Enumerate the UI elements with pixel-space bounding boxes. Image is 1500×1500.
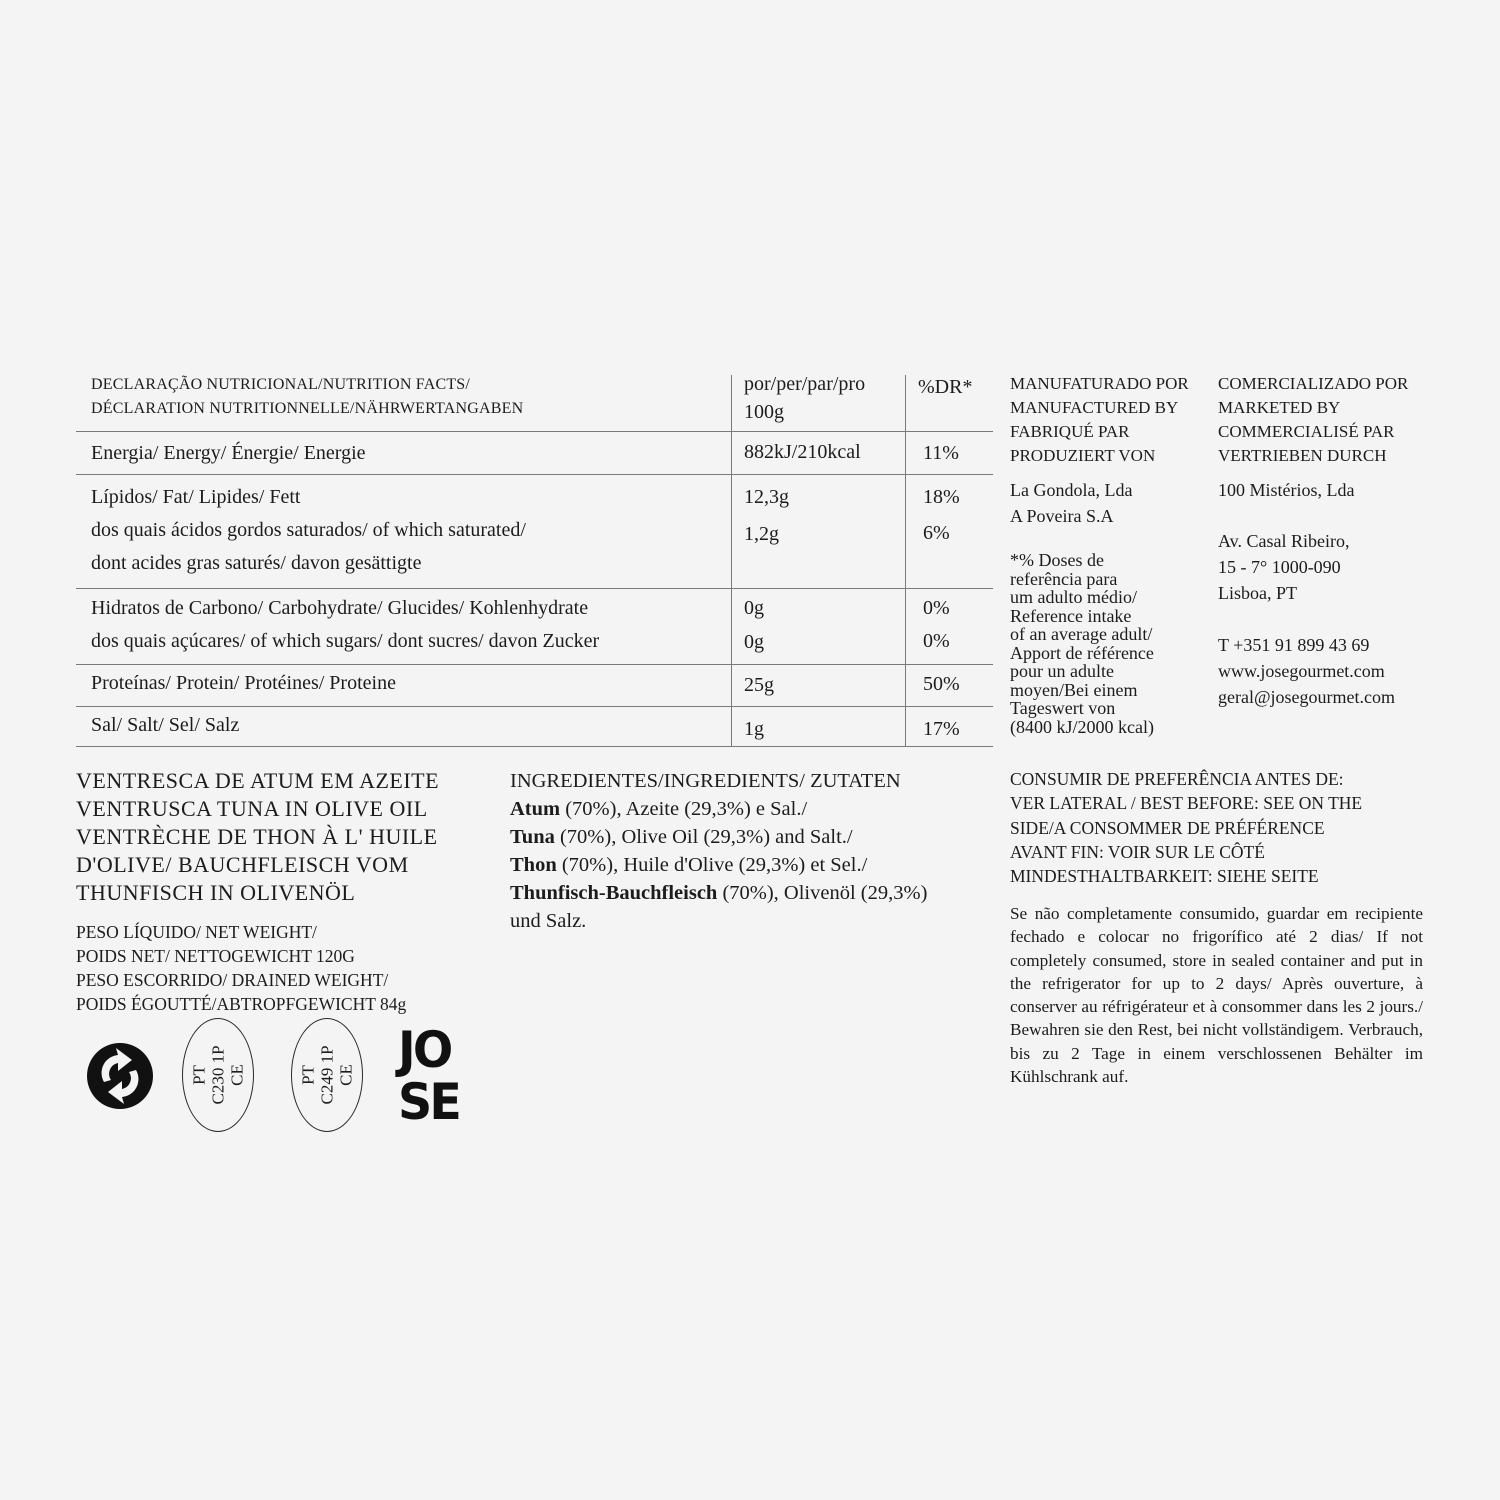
best-before-line: MINDESTHALTBARKEIT: SIEHE SEITE — [1010, 866, 1319, 887]
nutrition-title-line: DECLARAÇÃO NUTRICIONAL/NUTRITION FACTS/ — [91, 376, 471, 393]
weight-line: POIDS NET/ NETTOGEWICHT 120G — [76, 946, 355, 966]
ingredient-bold: Thon — [510, 854, 557, 876]
ec-mark-line: CE — [227, 1064, 247, 1086]
reference-line: *% Doses de — [1010, 550, 1104, 570]
row-dr-sugars: 0% — [923, 630, 950, 652]
reference-line: moyen/Bei einem — [1010, 679, 1138, 700]
per-100g-header — [744, 370, 865, 426]
row-dr-energy: 11% — [923, 442, 959, 464]
heading-line: COMERCIALIZADO POR — [1218, 374, 1409, 393]
table-column-divider — [905, 375, 906, 746]
ec-health-mark-2 — [291, 1018, 363, 1132]
heading-line: COMMERCIALISÉ PAR — [1218, 422, 1395, 441]
weight-line: PESO LÍQUIDO/ NET WEIGHT/ — [76, 922, 317, 942]
ingredients-heading: INGREDIENTES/INGREDIENTS/ ZUTATEN — [510, 770, 901, 792]
reference-line: um adulto médio/ — [1010, 587, 1137, 607]
row-label-fat: Lípidos/ Fat/ Lipides/ Fett — [91, 486, 301, 508]
row-label-energy: Energia/ Energy/ Énergie/ Energie — [91, 442, 366, 464]
row-dr-fat: 18% — [923, 486, 960, 508]
reference-intake-note — [1010, 551, 1154, 736]
row-dr-carbs: 0% — [923, 597, 950, 619]
row-value-saturated: 1,2g — [744, 523, 779, 545]
ingredients-de — [510, 879, 990, 907]
best-before-line: SIDE/A CONSOMMER DE PRÉFÉRENCE — [1010, 817, 1325, 838]
row-value-protein: 25g — [744, 674, 774, 696]
nutrition-title-line: DÉCLARATION NUTRITIONNELLE/NÄHRWERTANGABEN — [91, 400, 524, 417]
row-value-fat: 12,3g — [744, 486, 789, 508]
marketer-name: 100 Mistérios, Lda — [1218, 480, 1355, 500]
heading-line: FABRIQUÉ PAR — [1010, 422, 1130, 441]
ingredients — [510, 767, 990, 935]
ec-mark-text — [190, 1045, 247, 1104]
marketer-heading — [1218, 372, 1408, 468]
reference-line: pour un adulte — [1010, 661, 1114, 681]
reference-line: referência para — [1010, 568, 1118, 589]
row-label-carbs: Hidratos de Carbono/ Carbohydrate/ Glucides/ Kohlenhydrate — [91, 597, 589, 619]
weight-line: PESO ESCORRIDO/ DRAINED WEIGHT/ — [76, 970, 389, 990]
row-value-energy: 882kJ/210kcal — [744, 441, 861, 463]
row-dr-salt: 17% — [923, 718, 960, 740]
nutrition-title — [91, 373, 523, 421]
per-header-line: por/per/par/pro — [744, 373, 866, 395]
row-label-protein: Proteínas/ Protein/ Protéines/ Proteine — [91, 672, 396, 694]
row-value-salt: 1g — [744, 718, 764, 740]
ingredients-pt — [510, 795, 990, 823]
ec-mark-line: PT — [189, 1065, 209, 1085]
heading-line: VERTRIEBEN DURCH — [1218, 446, 1387, 465]
product-name-line: VENTRÈCHE DE THON À L' HUILE — [76, 824, 438, 849]
heading-line: MARKETED BY — [1218, 398, 1341, 417]
row-label-sugars: dos quais açúcares/ of which sugars/ dont sucres/ davon Zucker — [91, 630, 600, 652]
table-divider — [76, 664, 993, 665]
jose-logo-top: JO — [398, 1021, 451, 1079]
per-header-line: 100g — [744, 401, 784, 423]
table-divider — [76, 746, 993, 747]
heading-line: MANUFACTURED BY — [1010, 398, 1179, 417]
table-divider — [76, 706, 993, 707]
manufacturer-name: A Poveira S.A — [1010, 506, 1114, 526]
ingredient-rest: (70%), Azeite (29,3%) e Sal./ — [560, 798, 808, 820]
row-label-salt: Sal/ Salt/ Sel/ Salz — [91, 714, 240, 736]
best-before-line: VER LATERAL / BEST BEFORE: SEE ON THE — [1010, 793, 1363, 814]
email-link[interactable]: geral@josegourmet.com — [1218, 687, 1396, 707]
address-line: 15 - 7° 1000-090 — [1218, 557, 1341, 577]
best-before-line: CONSUMIR DE PREFERÊNCIA ANTES DE: — [1010, 769, 1344, 789]
table-divider — [76, 431, 993, 432]
ingredient-rest: (70%), Olivenöl (29,3%) — [717, 882, 928, 904]
reference-line: Reference intake — [1010, 605, 1132, 626]
table-column-divider — [731, 375, 732, 746]
reference-line: (8400 kJ/2000 kcal) — [1010, 716, 1154, 737]
table-divider — [76, 474, 993, 475]
ingredient-bold: Tuna — [510, 826, 555, 848]
phone-number: T +351 91 899 43 69 — [1218, 635, 1370, 655]
jose-logo-bottom: SE — [398, 1073, 459, 1131]
ingredient-bold: Thunfisch-Bauchfleisch — [510, 882, 718, 904]
dr-header: %DR* — [918, 376, 973, 398]
row-value-sugars: 0g — [744, 631, 764, 653]
product-name — [76, 767, 439, 907]
row-value-carbs: 0g — [744, 597, 764, 619]
product-name-line: VENTRUSCA TUNA IN OLIVE OIL — [76, 796, 428, 821]
manufacturer-name: La Gondola, Lda — [1010, 480, 1133, 500]
reference-line: of an average adult/ — [1010, 624, 1153, 644]
best-before-line: AVANT FIN: VOIR SUR LE CÔTÉ — [1010, 841, 1265, 862]
jose-logo — [398, 1021, 470, 1131]
manufacturer-heading — [1010, 372, 1189, 468]
ingredient-bold: Atum — [510, 798, 561, 820]
reference-line: Tageswert von — [1010, 698, 1116, 718]
best-before — [1010, 767, 1362, 888]
weight-line: POIDS ÉGOUTTÉ/ABTROPFGEWICHT 84g — [76, 994, 407, 1014]
marketer-contact — [1218, 632, 1395, 710]
ingredients-fr — [510, 851, 990, 879]
ec-mark-line: C230 1P — [208, 1045, 228, 1105]
address-line: Av. Casal Ribeiro, — [1218, 531, 1350, 551]
ingredient-rest: (70%), Huile d'Olive (29,3%) et Sel./ — [556, 854, 868, 876]
heading-line: PRODUZIERT VON — [1010, 446, 1156, 465]
website-link[interactable]: www.josegourmet.com — [1218, 661, 1385, 681]
ec-mark-text — [299, 1045, 356, 1104]
product-weights — [76, 920, 406, 1016]
table-divider — [76, 588, 993, 589]
saturated-label-line: dos quais ácidos gordos saturados/ of which saturated/ — [91, 519, 526, 541]
green-dot-recycle-icon — [84, 1038, 156, 1114]
ec-mark-line: C249 1P — [317, 1045, 337, 1105]
nutrition-table — [76, 370, 993, 747]
product-name-line: VENTRESCA DE ATUM EM AZEITE — [76, 768, 440, 793]
ingredient-rest: (70%), Olive Oil (29,3%) and Salt./ — [554, 826, 853, 848]
product-name-line: D'OLIVE/ BAUCHFLEISCH VOM — [76, 852, 409, 877]
ec-health-mark-1 — [182, 1018, 254, 1132]
row-label-saturated — [91, 514, 526, 580]
ingredients-de-cont: und Salz. — [510, 910, 587, 932]
manufacturer-names — [1010, 477, 1132, 529]
saturated-label-line: dont acides gras saturés/ davon gesättigte — [91, 552, 422, 574]
row-dr-saturated: 6% — [923, 522, 950, 544]
ingredients-en — [510, 823, 990, 851]
address-line: Lisboa, PT — [1218, 583, 1297, 603]
row-dr-protein: 50% — [923, 673, 960, 695]
heading-line: MANUFATURADO POR — [1010, 374, 1189, 393]
reference-line: Apport de référence — [1010, 642, 1154, 663]
storage-instructions: Se não completamente consumido, guardar em recipiente fechado e colocar no frigorífico até 2 dias/ If not completely consumed, store in sealed container and put in the refrigerator for up to 2 days/ Après ouverture, à conserver au réfrigérateur et à consommer dans les 2 jours./ Bewahren sie den Rest, bei nicht vollständigem. Verbrauch, bis zu 2 Tage in einem verschlossenen Behälter im Kühlschrank auf. — [1010, 904, 1423, 1087]
product-name-line: THUNFISCH IN OLIVENÖL — [76, 880, 356, 905]
ec-mark-line: PT — [298, 1065, 318, 1085]
ec-mark-line: CE — [336, 1064, 356, 1086]
marketer-address — [1218, 528, 1349, 606]
